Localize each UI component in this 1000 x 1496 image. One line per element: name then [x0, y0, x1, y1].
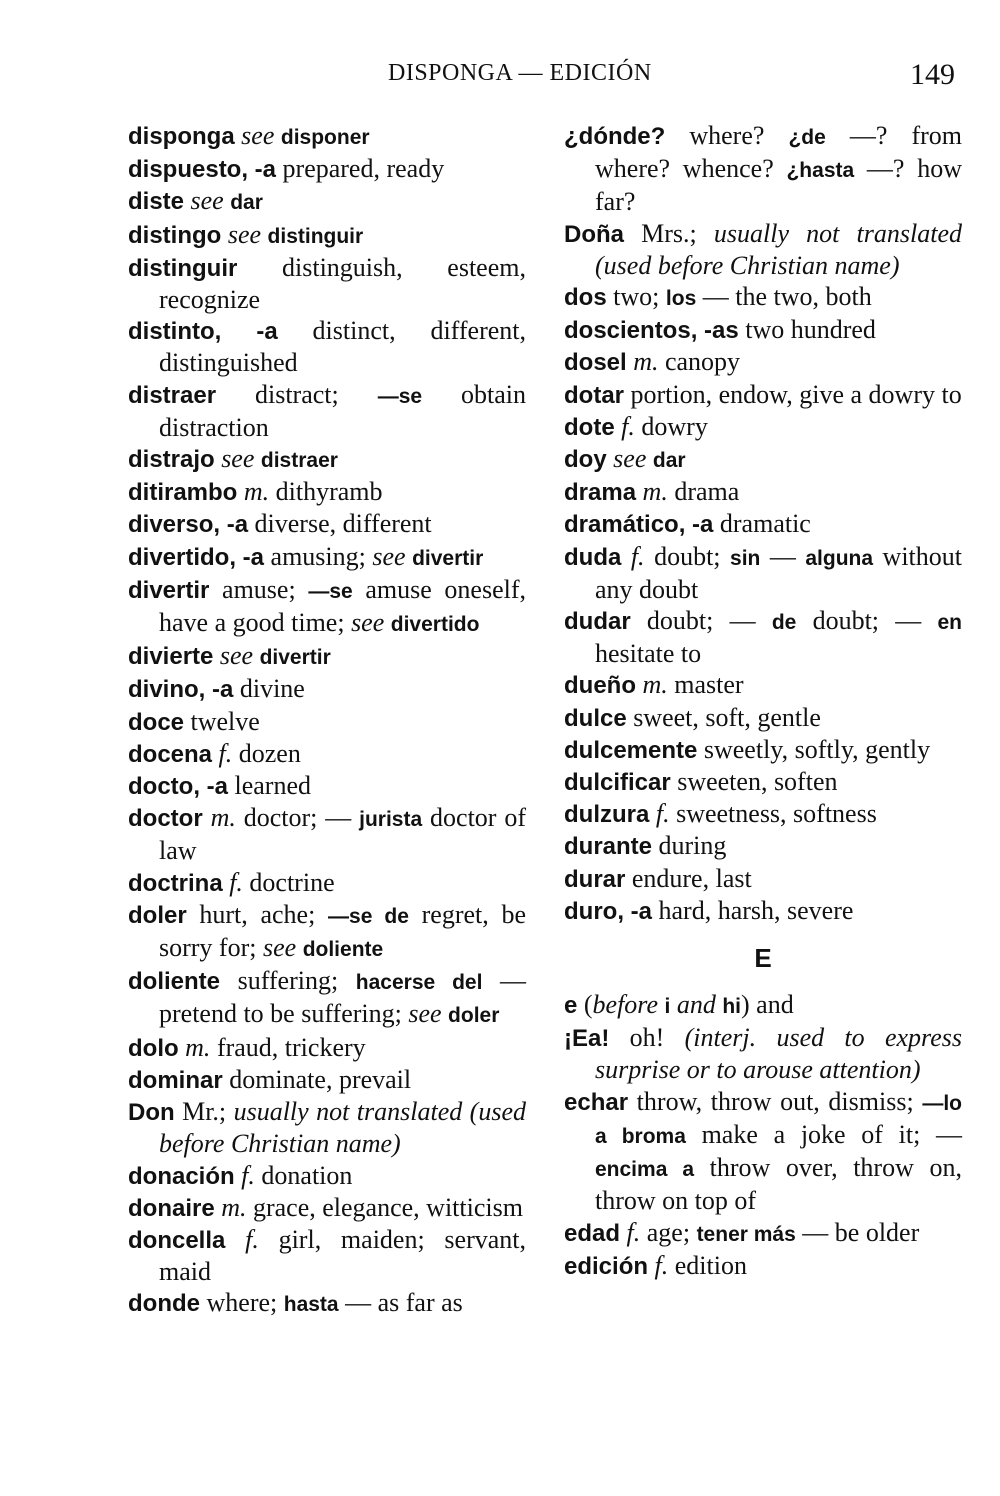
gloss-text: doubt; —	[796, 606, 938, 636]
italic-note: see	[408, 999, 442, 1029]
headword: dramático, -a	[564, 511, 714, 539]
headword: docena	[128, 740, 213, 768]
gloss-text: —? how far?	[595, 154, 962, 217]
italic-note: f.	[621, 411, 635, 441]
dictionary-entry	[564, 605, 962, 669]
right-column	[564, 120, 962, 1450]
dictionary-entry	[128, 965, 526, 1031]
gloss-text: two hundred	[738, 315, 876, 345]
headword: doliente	[128, 968, 221, 996]
gloss-text: dominate, prevail	[222, 1064, 412, 1094]
bold-term: hasta	[283, 1293, 339, 1317]
gloss-text: — pretend to be suffering;	[159, 966, 527, 1029]
headword: divino, -a	[128, 676, 234, 704]
headword: distingo	[128, 221, 222, 249]
gloss-text: (	[577, 990, 593, 1020]
bold-term: dar	[230, 191, 263, 215]
headword: durar	[564, 865, 626, 893]
dictionary-entry	[564, 411, 962, 443]
headword: dudar	[564, 608, 631, 636]
bold-term: los	[665, 287, 697, 311]
headword: dotar	[564, 381, 624, 409]
left-column	[128, 120, 526, 1450]
gloss-text: throw over, throw on, throw on top of	[595, 1153, 962, 1216]
gloss-text: amuse;	[209, 574, 309, 604]
headword: echar	[564, 1088, 629, 1116]
gloss-text: distinguish, esteem, recognize	[159, 252, 526, 315]
gloss-text: — be older	[795, 1217, 920, 1247]
gloss-text: dowry	[634, 411, 708, 441]
gloss-text: hard, harsh, severe	[652, 895, 854, 925]
dictionary-entry	[128, 802, 526, 866]
dictionary-entry	[128, 1096, 526, 1159]
gloss-text: master	[667, 670, 744, 700]
dictionary-entry	[128, 1160, 526, 1192]
dictionary-entry	[564, 541, 962, 605]
gloss-text: suffering;	[220, 966, 356, 996]
italic-note: see	[241, 121, 275, 150]
bold-term: jurista	[359, 808, 423, 832]
dictionary-entry	[564, 1217, 962, 1250]
italic-note: f.	[241, 1160, 255, 1190]
italic-note: see	[227, 219, 262, 249]
dictionary-entry	[564, 379, 962, 411]
gloss-text: dithyramb	[269, 477, 383, 507]
dictionary-entry	[564, 734, 962, 766]
headword: docto, -a	[128, 773, 228, 801]
gloss-text: dozen	[232, 738, 301, 768]
dictionary-entry	[128, 315, 526, 378]
bold-term: alguna	[805, 546, 874, 570]
italic-note: before	[592, 990, 658, 1020]
gloss-text: — as far as	[338, 1288, 463, 1318]
dictionary-entry	[128, 673, 526, 705]
headword: divierte	[128, 643, 214, 671]
italic-note: see	[221, 444, 255, 474]
dictionary-entry	[564, 1086, 962, 1217]
headword: distinguir	[128, 254, 238, 282]
italic-note: see	[613, 444, 647, 474]
gloss-text: two;	[606, 282, 666, 312]
gloss-text: hesitate to	[595, 639, 702, 669]
italic-note: m.	[642, 670, 668, 700]
headword: edad	[564, 1219, 621, 1247]
bold-term: divertir	[412, 546, 484, 570]
dictionary-entry	[564, 766, 962, 798]
gloss-text: divine	[233, 674, 305, 704]
gloss-text	[203, 803, 211, 832]
dictionary-entry	[128, 443, 526, 476]
headword: doce	[128, 708, 185, 736]
page-number: 149	[910, 58, 955, 91]
running-header	[0, 56, 1000, 96]
dictionary-entry	[564, 476, 962, 508]
italic-note: f.	[654, 1250, 669, 1280]
dictionary-entry	[564, 1022, 962, 1085]
headword: ¿dónde?	[564, 123, 666, 150]
gloss-text: hurt, ache;	[186, 899, 329, 929]
italic-note: and	[676, 990, 716, 1020]
headword: diste	[128, 188, 185, 216]
headword: donde	[128, 1290, 200, 1318]
gloss-text: make a joke of it; —	[685, 1119, 962, 1149]
headword: dulcemente	[564, 736, 698, 764]
bold-term: de	[771, 611, 797, 635]
headword: dosel	[564, 349, 627, 377]
gloss-text: amusing;	[264, 541, 373, 571]
gloss-text: during	[652, 831, 727, 861]
gloss-text: donation	[254, 1160, 353, 1190]
headword: dos	[564, 284, 607, 312]
bold-term: divertido	[390, 613, 480, 637]
dictionary-entry	[564, 120, 962, 218]
headword: edición	[564, 1252, 649, 1280]
headword: drama	[564, 479, 637, 507]
bold-term: —se de	[328, 904, 409, 928]
gloss-text: distract;	[216, 379, 378, 409]
bold-term: tener más	[696, 1222, 796, 1246]
headword: distrajo	[128, 446, 215, 474]
headword: doscientos, -as	[564, 317, 739, 345]
italic-note: f.	[626, 1217, 641, 1247]
gloss-text: sweet, soft, gentle	[626, 702, 821, 732]
headword: dote	[564, 413, 615, 441]
dictionary-entry	[128, 379, 526, 443]
dictionary-entry	[128, 706, 526, 738]
bold-term: doler	[448, 1004, 500, 1028]
dictionary-entry	[128, 1032, 526, 1064]
gloss-text: oh!	[609, 1023, 685, 1053]
headword: Doña	[564, 220, 624, 248]
headword: doy	[564, 446, 607, 474]
dictionary-entry	[128, 153, 526, 185]
headword: doctor	[128, 805, 203, 833]
dictionary-entry	[564, 798, 962, 830]
bold-term: —lo a broma	[595, 1091, 962, 1148]
headword: e	[564, 992, 578, 1020]
headword: duda	[564, 543, 622, 571]
italic-note: m.	[210, 803, 236, 833]
gloss-text: distinct, different, distinguished	[159, 316, 526, 378]
dictionary-entry	[564, 443, 962, 476]
bold-term: disponer	[280, 126, 370, 149]
headword: dulcificar	[564, 769, 671, 797]
headword: divertido, -a	[128, 543, 265, 571]
dictionary-entry	[564, 314, 962, 346]
headword: dolo	[128, 1034, 179, 1062]
dictionary-entry	[128, 899, 526, 965]
italic-note: f.	[245, 1224, 259, 1254]
dictionary-entry	[564, 218, 962, 281]
gloss-text: portion, endow, give a dowry to	[624, 379, 962, 409]
bold-term: doliente	[302, 938, 384, 962]
headword: dominar	[128, 1066, 223, 1094]
italic-note: m.	[243, 477, 270, 507]
italic-note: f.	[229, 867, 243, 897]
italic-note: see	[219, 641, 254, 671]
gloss-text: sweetness, softness	[669, 799, 877, 829]
bold-term: encima a	[595, 1158, 695, 1182]
dictionary-entry	[128, 770, 526, 802]
gloss-text: doctor; —	[235, 803, 360, 833]
right-column-e-entries	[564, 989, 962, 1282]
dictionary-entry	[128, 1224, 526, 1287]
dictionary-entry	[564, 989, 962, 1022]
running-head-title: DISPONGA — EDICIÓN	[388, 60, 652, 86]
bold-term: ¿hasta	[786, 159, 855, 183]
gloss-text: —? from where? whence?	[595, 121, 962, 184]
bold-term: distraer	[260, 449, 338, 473]
gloss-text	[621, 542, 631, 571]
gloss-text: grace, elegance, witticism	[246, 1192, 523, 1222]
gloss-text: endure, last	[625, 863, 752, 893]
gloss-text: —	[760, 541, 806, 571]
gloss-text: drama	[667, 477, 740, 507]
gloss-text: dramatic	[713, 509, 811, 539]
italic-note: usually not translated (used before Christian name)	[159, 1097, 526, 1159]
bold-term: hacerse del	[355, 971, 483, 995]
italic-note: (interj. used to express surprise or to arouse attention)	[595, 1023, 962, 1085]
gloss-text: age;	[640, 1217, 697, 1247]
headword: disponga	[128, 123, 235, 150]
headword: doncella	[128, 1226, 226, 1254]
gloss-text: learned	[228, 771, 312, 801]
gloss-text: fraud, trickery	[210, 1032, 366, 1062]
italic-note: see	[372, 541, 406, 571]
dictionary-entry	[564, 863, 962, 895]
dictionary-entry	[128, 185, 526, 218]
gloss-text: edition	[668, 1250, 747, 1280]
headword: Don	[128, 1099, 175, 1127]
bold-term: —se	[377, 384, 423, 408]
gloss-text: sweeten, soften	[670, 767, 838, 797]
dictionary-entry	[128, 252, 526, 315]
italic-note: f.	[218, 738, 233, 768]
headword: ¡Ea!	[564, 1025, 610, 1053]
gloss-text: girl, maiden; servant, maid	[159, 1224, 527, 1287]
headword: dulzura	[564, 801, 650, 829]
dictionary-entry	[564, 281, 962, 314]
dictionary-entry	[564, 508, 962, 540]
dictionary-entry	[564, 669, 962, 701]
gloss-text: Mrs.;	[624, 218, 714, 248]
italic-note: f.	[630, 541, 645, 571]
gloss-text: regret, be sorry for;	[159, 899, 526, 963]
headword: donación	[128, 1162, 235, 1190]
headword: dispuesto, -a	[128, 156, 277, 184]
italic-note: m.	[642, 477, 668, 507]
headword: duro, -a	[564, 897, 652, 925]
gloss-text: canopy	[658, 347, 741, 377]
italic-note: see	[190, 186, 224, 216]
dictionary-entry	[128, 219, 526, 252]
dictionary-entry	[128, 1287, 526, 1320]
bold-term: distinguir	[267, 224, 364, 248]
headword: ditirambo	[128, 479, 238, 507]
dictionary-entry	[128, 1064, 526, 1096]
headword: divertir	[128, 576, 210, 604]
italic-note: f.	[655, 799, 670, 829]
dictionary-entry	[564, 346, 962, 378]
italic-note: usually not translated (used before Christian name)	[595, 218, 962, 280]
gloss-text: twelve	[184, 706, 260, 736]
gloss-text	[225, 1225, 245, 1254]
bold-term: dar	[652, 449, 686, 473]
gloss-text: — the two, both	[696, 282, 872, 312]
dictionary-entry	[128, 1192, 526, 1224]
gloss-text: amuse oneself, have a good time;	[159, 574, 526, 638]
headword: doler	[128, 901, 187, 929]
bold-term: en	[937, 611, 963, 635]
bold-term: hi	[722, 995, 742, 1019]
italic-note: m.	[633, 347, 659, 377]
dictionary-entry	[128, 120, 526, 153]
gloss-text: diverse, different	[248, 509, 432, 539]
italic-note: m.	[221, 1192, 247, 1222]
right-column-d-entries	[564, 120, 962, 927]
italic-note: see	[262, 933, 297, 963]
dictionary-entry	[128, 640, 526, 673]
bold-term: divertir	[259, 646, 331, 670]
headword: dueño	[564, 672, 636, 700]
gloss-text: sweetly, softly, gently	[697, 734, 931, 764]
gloss-text: Mr.;	[174, 1097, 234, 1127]
section-letter: E	[754, 943, 772, 974]
headword: doctrina	[128, 869, 223, 897]
bold-term: i	[664, 995, 671, 1019]
bold-term: —se	[308, 579, 353, 603]
gloss-text: doctrine	[242, 867, 335, 897]
dictionary-entry	[564, 702, 962, 734]
gloss-text: where?	[665, 121, 789, 150]
gloss-text: where;	[200, 1288, 284, 1318]
italic-note: m.	[185, 1032, 211, 1062]
dictionary-entry	[128, 541, 526, 574]
dictionary-entry	[128, 867, 526, 899]
headword: donaire	[128, 1194, 215, 1222]
dictionary-entry	[128, 476, 526, 508]
headword: distraer	[128, 381, 217, 409]
bold-term: sin	[730, 546, 761, 570]
gloss-text: prepared, ready	[276, 154, 445, 184]
headword: dulce	[564, 704, 627, 732]
headword: diverso, -a	[128, 511, 249, 539]
dictionary-entry	[128, 574, 526, 640]
gloss-text: doubt;	[644, 541, 731, 571]
gloss-text: ) and	[741, 990, 794, 1020]
gloss-text: obtain distraction	[159, 379, 526, 442]
headword: durante	[564, 833, 653, 861]
dictionary-entry	[128, 508, 526, 540]
dictionary-entry	[564, 895, 962, 927]
bold-term: ¿de	[788, 126, 826, 149]
dictionary-entry	[564, 1250, 962, 1282]
italic-note: see	[351, 608, 385, 638]
gloss-text: without any doubt	[595, 541, 962, 604]
gloss-text: doubt; —	[630, 606, 772, 636]
gloss-text: doctor of law	[159, 803, 526, 866]
dictionary-entry	[128, 738, 526, 770]
dictionary-entry	[564, 830, 962, 862]
gloss-text: throw, throw out, dismiss;	[628, 1086, 923, 1116]
headword: distinto, -a	[128, 318, 278, 346]
